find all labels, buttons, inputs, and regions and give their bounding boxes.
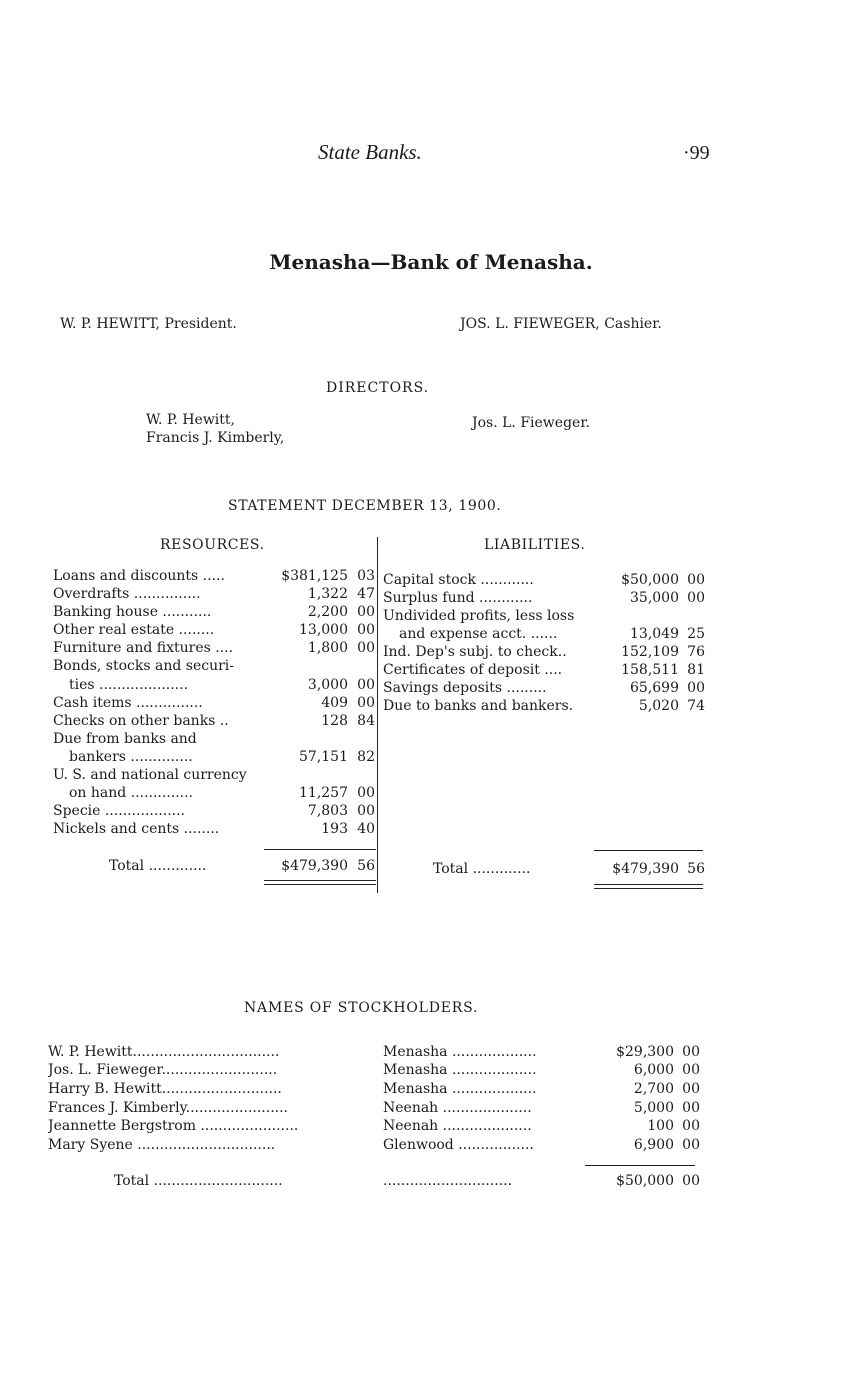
stockholder-amount: 100: [647, 1118, 674, 1134]
liability-cents: 25: [687, 626, 705, 642]
resource-dollars: 13,000: [299, 622, 348, 638]
stockholder-name: W. P. Hewitt.................................: [48, 1044, 280, 1060]
resource-label: on hand ..............: [69, 785, 193, 801]
resource-dollars: 409: [321, 695, 348, 711]
resource-dollars: 2,200: [307, 604, 348, 620]
resource-label: Specie ..................: [53, 803, 185, 819]
statement-heading: STATEMENT DECEMBER 13, 1900.: [228, 498, 502, 514]
resource-label: Furniture and fixtures ....: [53, 640, 234, 656]
stockholder-name: Jeannette Bergstrom ......................: [48, 1118, 299, 1134]
stockholder-town: Menasha ...................: [383, 1044, 537, 1060]
stockholder-amount: 6,900: [633, 1137, 674, 1153]
stockholder-amount: $29,300: [616, 1044, 674, 1060]
resource-cents: 00: [357, 677, 375, 693]
resource-label: U. S. and national currency: [53, 767, 247, 783]
stockholders-total-leader: .............................: [383, 1173, 513, 1189]
stockholder-name: Jos. L. Fieweger..........................: [48, 1062, 278, 1078]
stockholder-amount: 6,000: [633, 1062, 674, 1078]
liabilities-total-dollars: $479,390: [612, 861, 679, 877]
liability-dollars: $50,000: [621, 572, 679, 588]
stockholder-town: Menasha ...................: [383, 1062, 537, 1078]
director-name: W. P. Hewitt,: [146, 412, 235, 428]
resource-label: Other real estate ........: [53, 622, 215, 638]
resource-cents: 40: [357, 821, 375, 837]
stockholders-total-cents: 00: [682, 1173, 700, 1189]
resource-dollars: 7,803: [307, 803, 348, 819]
liability-cents: 74: [687, 698, 705, 714]
resources-total-cents: 56: [357, 858, 375, 874]
liabilities-total-label: Total .............: [433, 861, 531, 877]
resource-cents: 00: [357, 640, 375, 656]
stockholder-cents: 00: [682, 1081, 700, 1097]
resource-label: Loans and discounts .....: [53, 568, 225, 584]
total-double-rule: [264, 880, 376, 881]
liability-cents: 00: [687, 680, 705, 696]
resource-dollars: 193: [321, 821, 348, 837]
total-rule: [594, 850, 703, 851]
resource-dollars: 1,800: [307, 640, 348, 656]
resource-dollars: 3,000: [307, 677, 348, 693]
stockholder-amount: 5,000: [633, 1100, 674, 1116]
liability-label: Savings deposits .........: [383, 680, 547, 696]
resource-dollars: 1,322: [307, 586, 348, 602]
resource-label: Checks on other banks ..: [53, 713, 229, 729]
stockholder-name: Frances J. Kimberly.......................: [48, 1100, 288, 1116]
resource-cents: 00: [357, 695, 375, 711]
liability-label: Surplus fund ............: [383, 590, 533, 606]
liability-label: Capital stock ............: [383, 572, 534, 588]
total-double-rule: [264, 884, 376, 885]
stockholder-cents: 00: [682, 1118, 700, 1134]
cashier-line: JOS. L. FIEWEGER, Cashier.: [460, 316, 662, 332]
liability-dollars: 5,020: [638, 698, 679, 714]
directors-heading: DIRECTORS.: [326, 380, 430, 396]
running-head: State Banks.: [318, 140, 422, 164]
resource-label: Due from banks and: [53, 731, 197, 747]
stockholder-town: Neenah ....................: [383, 1118, 532, 1134]
column-divider: [377, 537, 378, 893]
liabilities-total-cents: 56: [687, 861, 705, 877]
liability-dollars: 13,049: [630, 626, 679, 642]
stockholder-town: Menasha ...................: [383, 1081, 537, 1097]
resource-label: Bonds, stocks and securi-: [53, 658, 234, 674]
stockholder-cents: 00: [682, 1100, 700, 1116]
resources-heading: RESOURCES.: [160, 537, 265, 553]
stockholder-cents: 00: [682, 1137, 700, 1153]
resource-cents: 00: [357, 785, 375, 801]
total-double-rule: [594, 888, 703, 889]
resource-label: ties ....................: [69, 677, 189, 693]
stockholder-name: Mary Syene ...............................: [48, 1137, 276, 1153]
stockholder-name: Harry B. Hewitt...........................: [48, 1081, 282, 1097]
resource-cents: 84: [357, 713, 375, 729]
stockholder-amount: 2,700: [633, 1081, 674, 1097]
liability-label: and expense acct. ......: [399, 626, 558, 642]
resource-cents: 47: [357, 586, 375, 602]
resources-total-dollars: $479,390: [281, 858, 348, 874]
resource-dollars: 11,257: [299, 785, 348, 801]
liability-cents: 00: [687, 590, 705, 606]
page-number: ·99: [683, 142, 710, 164]
stockholders-total-label: Total .............................: [114, 1173, 283, 1189]
stockholder-town: Glenwood .................: [383, 1137, 534, 1153]
liability-dollars: 152,109: [621, 644, 679, 660]
stockholder-town: Neenah ....................: [383, 1100, 532, 1116]
resource-label: Overdrafts ...............: [53, 586, 201, 602]
resource-cents: 82: [357, 749, 375, 765]
resource-dollars: 128: [321, 713, 348, 729]
liability-dollars: 65,699: [630, 680, 679, 696]
stockholder-cents: 00: [682, 1044, 700, 1060]
liability-label: Undivided profits, less loss: [383, 608, 575, 624]
liability-dollars: 158,511: [621, 662, 679, 678]
resource-cents: 00: [357, 803, 375, 819]
resource-label: Banking house ...........: [53, 604, 212, 620]
liabilities-heading: LIABILITIES.: [484, 537, 586, 553]
director-name: Jos. L. Fieweger.: [472, 415, 590, 431]
liability-label: Ind. Dep's subj. to check..: [383, 644, 567, 660]
stockholders-total-rule: [585, 1165, 695, 1166]
resource-label: Cash items ...............: [53, 695, 203, 711]
bank-title: Menasha—Bank of Menasha.: [269, 250, 593, 274]
resource-cents: 00: [357, 622, 375, 638]
liability-dollars: 35,000: [630, 590, 679, 606]
resource-label: Nickels and cents ........: [53, 821, 220, 837]
resource-dollars: $381,125: [281, 568, 348, 584]
liability-cents: 81: [687, 662, 705, 678]
total-double-rule: [594, 884, 703, 885]
stockholders-total-dollars: $50,000: [616, 1173, 674, 1189]
director-name: Francis J. Kimberly,: [146, 430, 285, 446]
stockholder-cents: 00: [682, 1062, 700, 1078]
liability-label: Due to banks and bankers.: [383, 698, 574, 714]
resource-label: bankers ..............: [69, 749, 193, 765]
resource-dollars: 57,151: [299, 749, 348, 765]
total-rule: [264, 849, 376, 850]
resources-total-label: Total .............: [109, 858, 207, 874]
liability-label: Certificates of deposit ....: [383, 662, 563, 678]
resource-cents: 00: [357, 604, 375, 620]
stockholders-heading: NAMES OF STOCKHOLDERS.: [244, 1000, 479, 1016]
liability-cents: 76: [687, 644, 705, 660]
liability-cents: 00: [687, 572, 705, 588]
resource-cents: 03: [357, 568, 375, 584]
president-line: W. P. HEWITT, President.: [60, 316, 237, 332]
